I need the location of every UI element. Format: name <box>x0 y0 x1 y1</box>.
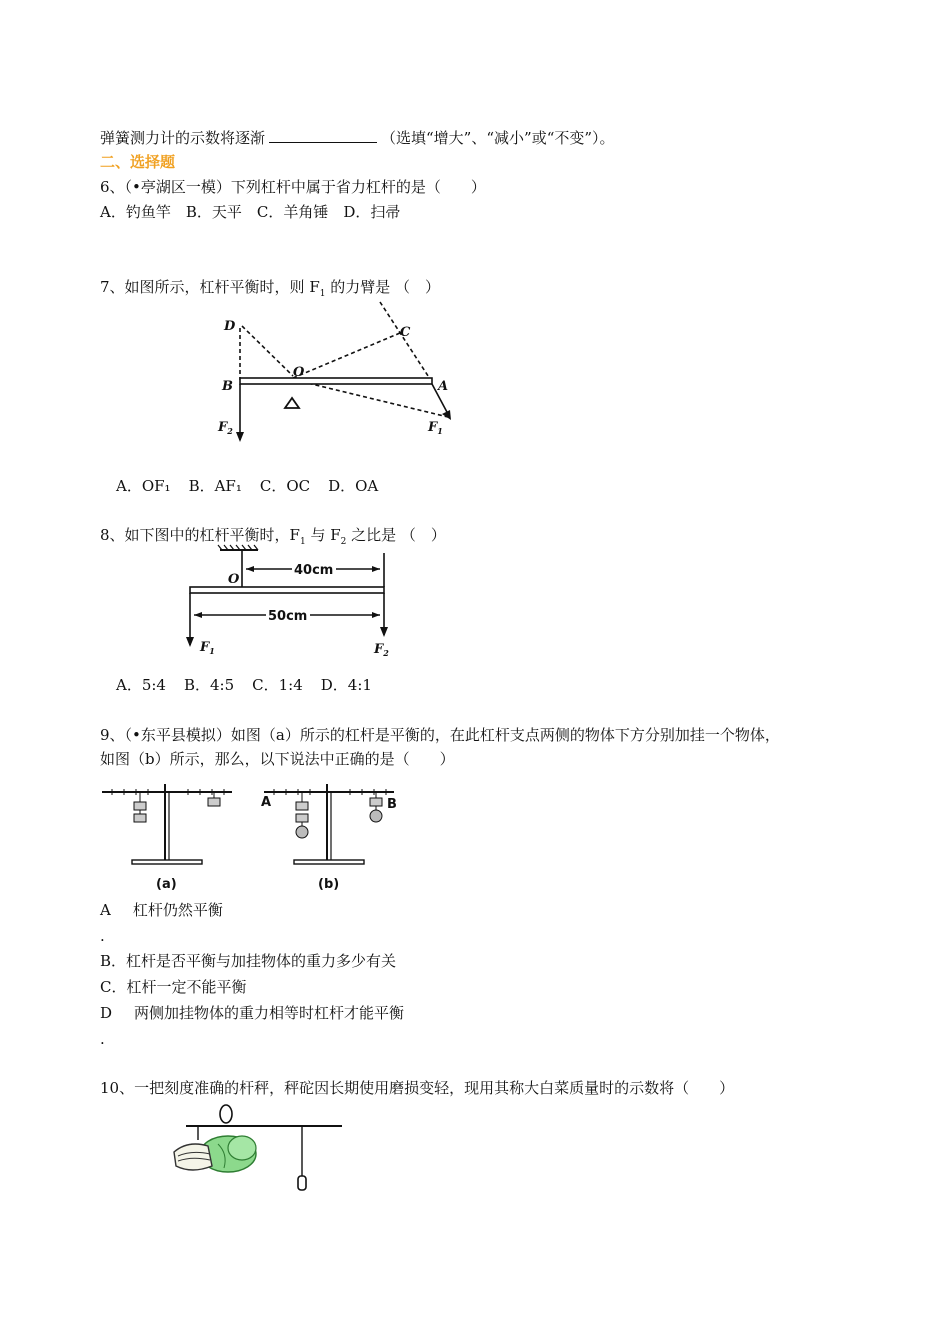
q8-text-c: 之比是 （ ） <box>346 526 446 544</box>
question-6-options: A．钓鱼竿 B．天平 C．羊角锤 D．扫帚 <box>100 203 401 221</box>
label-o: O <box>293 365 305 380</box>
f2-arrowhead <box>380 627 388 637</box>
question-8-options <box>116 675 390 695</box>
q9-option-c: C．杠杆一定不能平衡 <box>100 978 247 996</box>
q8-option-c: C．1:4 <box>252 676 303 694</box>
spring-suffix: （选填“增大”、“减小”或“不变”）。 <box>381 129 615 147</box>
q9-option-b: B．杠杆是否平衡与加挂物体的重力多少有关 <box>100 952 397 970</box>
label-b-fig: (b) <box>318 877 340 892</box>
q7-text-a: 7、如图所示，杠杆平衡时，则 F <box>100 278 320 296</box>
label-f2: $F_2$ <box>374 642 389 658</box>
dim-40cm-right-head <box>372 566 380 572</box>
question-9-line2: 如图（b）所示，那么，以下说法中正确的是（ ） <box>100 750 455 768</box>
spring-scale-line <box>100 128 615 148</box>
lever-a <box>102 784 232 864</box>
q8-option-a: A．5:4 <box>116 676 166 694</box>
label-d: D <box>224 319 236 334</box>
lever-b <box>264 784 394 864</box>
oc-dashed <box>293 333 400 378</box>
question-6: 6、（•亭湖区一模）下列杠杆中属于省力杠杆的是（ ） <box>100 178 486 196</box>
label-b: B <box>222 379 233 394</box>
answer-blank[interactable] <box>269 128 377 143</box>
question-10: 10、一把刻度准确的杆秤，秤砣因长期使用磨损变轻，现用其称大白菜质量时的示数将（ ） <box>100 1079 735 1097</box>
q9-dot-1: . <box>100 927 105 945</box>
question-7-options <box>116 476 396 496</box>
label-a-fig: (a) <box>156 877 177 892</box>
dim-50cm-left-head <box>194 612 202 618</box>
spring-prefix: 弹簧测力计的示数将逐渐 <box>100 129 266 147</box>
counterweight <box>298 1176 306 1190</box>
c-extension-dashed <box>380 302 432 382</box>
label-50cm: 50cm <box>268 609 308 624</box>
label-b-end: B <box>387 797 397 812</box>
q9-a-letter: A <box>100 901 111 919</box>
q9-d-text: 两侧加挂物体的重力相等时杠杆才能平衡 <box>134 1004 405 1022</box>
label-o: O <box>228 572 240 587</box>
do-dashed <box>242 326 293 376</box>
label-f1: $F_1$ <box>200 640 215 656</box>
label-a: A <box>438 379 449 394</box>
o-to-f1-dashed <box>295 380 448 417</box>
label-f2: $F_2$ <box>218 420 233 436</box>
section-title: 二、选择题 <box>100 153 176 171</box>
label-c: C <box>400 325 411 340</box>
q7-text-b: 的力臂是 （ ） <box>325 278 441 296</box>
q8-option-b: B．4:5 <box>183 676 235 694</box>
fulcrum-triangle <box>285 398 299 408</box>
q7-option-b: B．AF₁ <box>188 477 242 495</box>
cabbage-icon <box>174 1136 256 1172</box>
q9-option-a <box>100 900 223 920</box>
f2-arrowhead <box>236 432 244 442</box>
q7-option-c: C．OC <box>259 477 311 495</box>
label-a-end: A <box>261 795 272 810</box>
lever-bar <box>190 587 384 593</box>
q7-option-a: A．OF₁ <box>116 477 171 495</box>
figure-7-lever <box>210 300 470 450</box>
figure-8-lever <box>180 545 400 660</box>
q8-sub2: 2 <box>340 537 347 547</box>
dim-50cm-right-head <box>372 612 380 618</box>
figure-10-steelyard <box>168 1104 348 1196</box>
q9-option-d <box>100 1003 404 1023</box>
q8-sub1: 1 <box>299 537 306 547</box>
dim-40cm-left-head <box>246 566 254 572</box>
q9-a-text: 杠杆仍然平衡 <box>132 901 223 919</box>
figure-9-levers <box>98 780 418 898</box>
q9-d-letter: D <box>100 1004 113 1022</box>
f1-arrowhead <box>186 637 194 647</box>
q9-dot-2: . <box>100 1030 105 1048</box>
q7-sub: 1 <box>319 289 326 299</box>
label-f1: $F_1$ <box>428 420 443 436</box>
label-40cm: 40cm <box>294 563 334 578</box>
question-9-line1: 9、（•东平县模拟）如图（a）所示的杠杆是平衡的，在此杠杆支点两侧的物体下方分别加挂一个物体， <box>100 726 780 744</box>
q7-option-d: D．OA <box>328 477 379 495</box>
hanging-ring <box>220 1105 232 1123</box>
q8-text-a: 8、如下图中的杠杆平衡时，F <box>100 526 300 544</box>
q8-text-b: 与 F <box>305 526 341 544</box>
lever-bar <box>240 378 432 384</box>
q8-option-d: D．4:1 <box>320 676 372 694</box>
